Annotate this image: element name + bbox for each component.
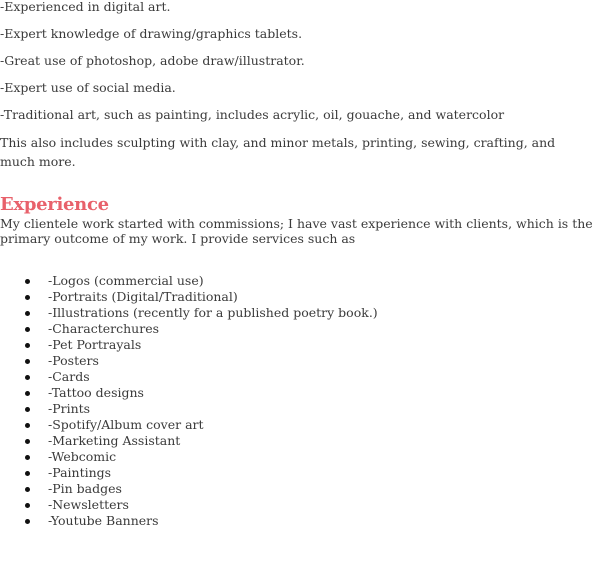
extra-skills-paragraph: This also includes sculpting with clay, and minor metals, printing, sewing, crafting, and much more. [0,135,556,169]
list-item [0,417,378,433]
bullet-icon [25,503,30,508]
services-list [0,273,378,529]
bullet-icon [25,487,30,492]
experience-intro: My clientele work started with commissions; I have vast experience with clients, which is the primary outcome of my work. I provide services such as [0,216,593,246]
service-label: -Posters [48,353,99,368]
list-item [0,497,378,513]
list-item [0,433,378,449]
skill-item-digital-art: -Experienced in digital art. [0,0,171,14]
bullet-icon [25,327,30,332]
service-label: -Marketing Assistant [48,433,181,448]
service-label: -Pet Portrayals [48,337,142,352]
bullet-icon [25,439,30,444]
service-label: -Prints [48,401,91,416]
list-item [0,273,378,289]
list-item [0,465,378,481]
service-label: -Spotify/Album cover art [48,417,204,432]
bullet-icon [25,455,30,460]
bullet-icon [25,407,30,412]
bullet-icon [25,359,30,364]
list-item [0,385,378,401]
list-item [0,289,378,305]
bullet-icon [25,471,30,476]
service-label: -Pin badges [48,481,122,496]
bullet-icon [25,519,30,524]
list-item [0,337,378,353]
service-label: -Logos (commercial use) [48,273,204,288]
bullet-icon [25,295,30,300]
bullet-icon [25,279,30,284]
service-label: -Webcomic [48,449,117,464]
list-item [0,481,378,497]
service-label: -Paintings [48,465,112,480]
list-item [0,321,378,337]
skill-item-social-media: -Expert use of social media. [0,80,176,95]
service-label: -Portraits (Digital/Traditional) [48,289,238,304]
bullet-icon [25,311,30,316]
service-label: -Cards [48,369,90,384]
service-label: -Illustrations (recently for a published poetry book.) [48,305,378,320]
service-label: -Youtube Banners [48,513,159,528]
experience-heading: Experience [0,194,109,215]
bullet-icon [25,375,30,380]
skill-item-photoshop: -Great use of photoshop, adobe draw/illustrator. [0,53,305,68]
list-item [0,369,378,385]
bullet-icon [25,391,30,396]
list-item [0,449,378,465]
list-item [0,513,378,529]
skill-item-tablets: -Expert knowledge of drawing/graphics tablets. [0,26,303,41]
list-item [0,401,378,417]
skill-item-traditional-art: -Traditional art, such as painting, includes acrylic, oil, gouache, and watercolor [0,107,505,122]
bullet-icon [25,343,30,348]
service-label: -Characterchures [48,321,160,336]
service-label: -Tattoo designs [48,385,144,400]
list-item [0,305,378,321]
list-item [0,353,378,369]
service-label: -Newsletters [48,497,129,512]
bullet-icon [25,423,30,428]
